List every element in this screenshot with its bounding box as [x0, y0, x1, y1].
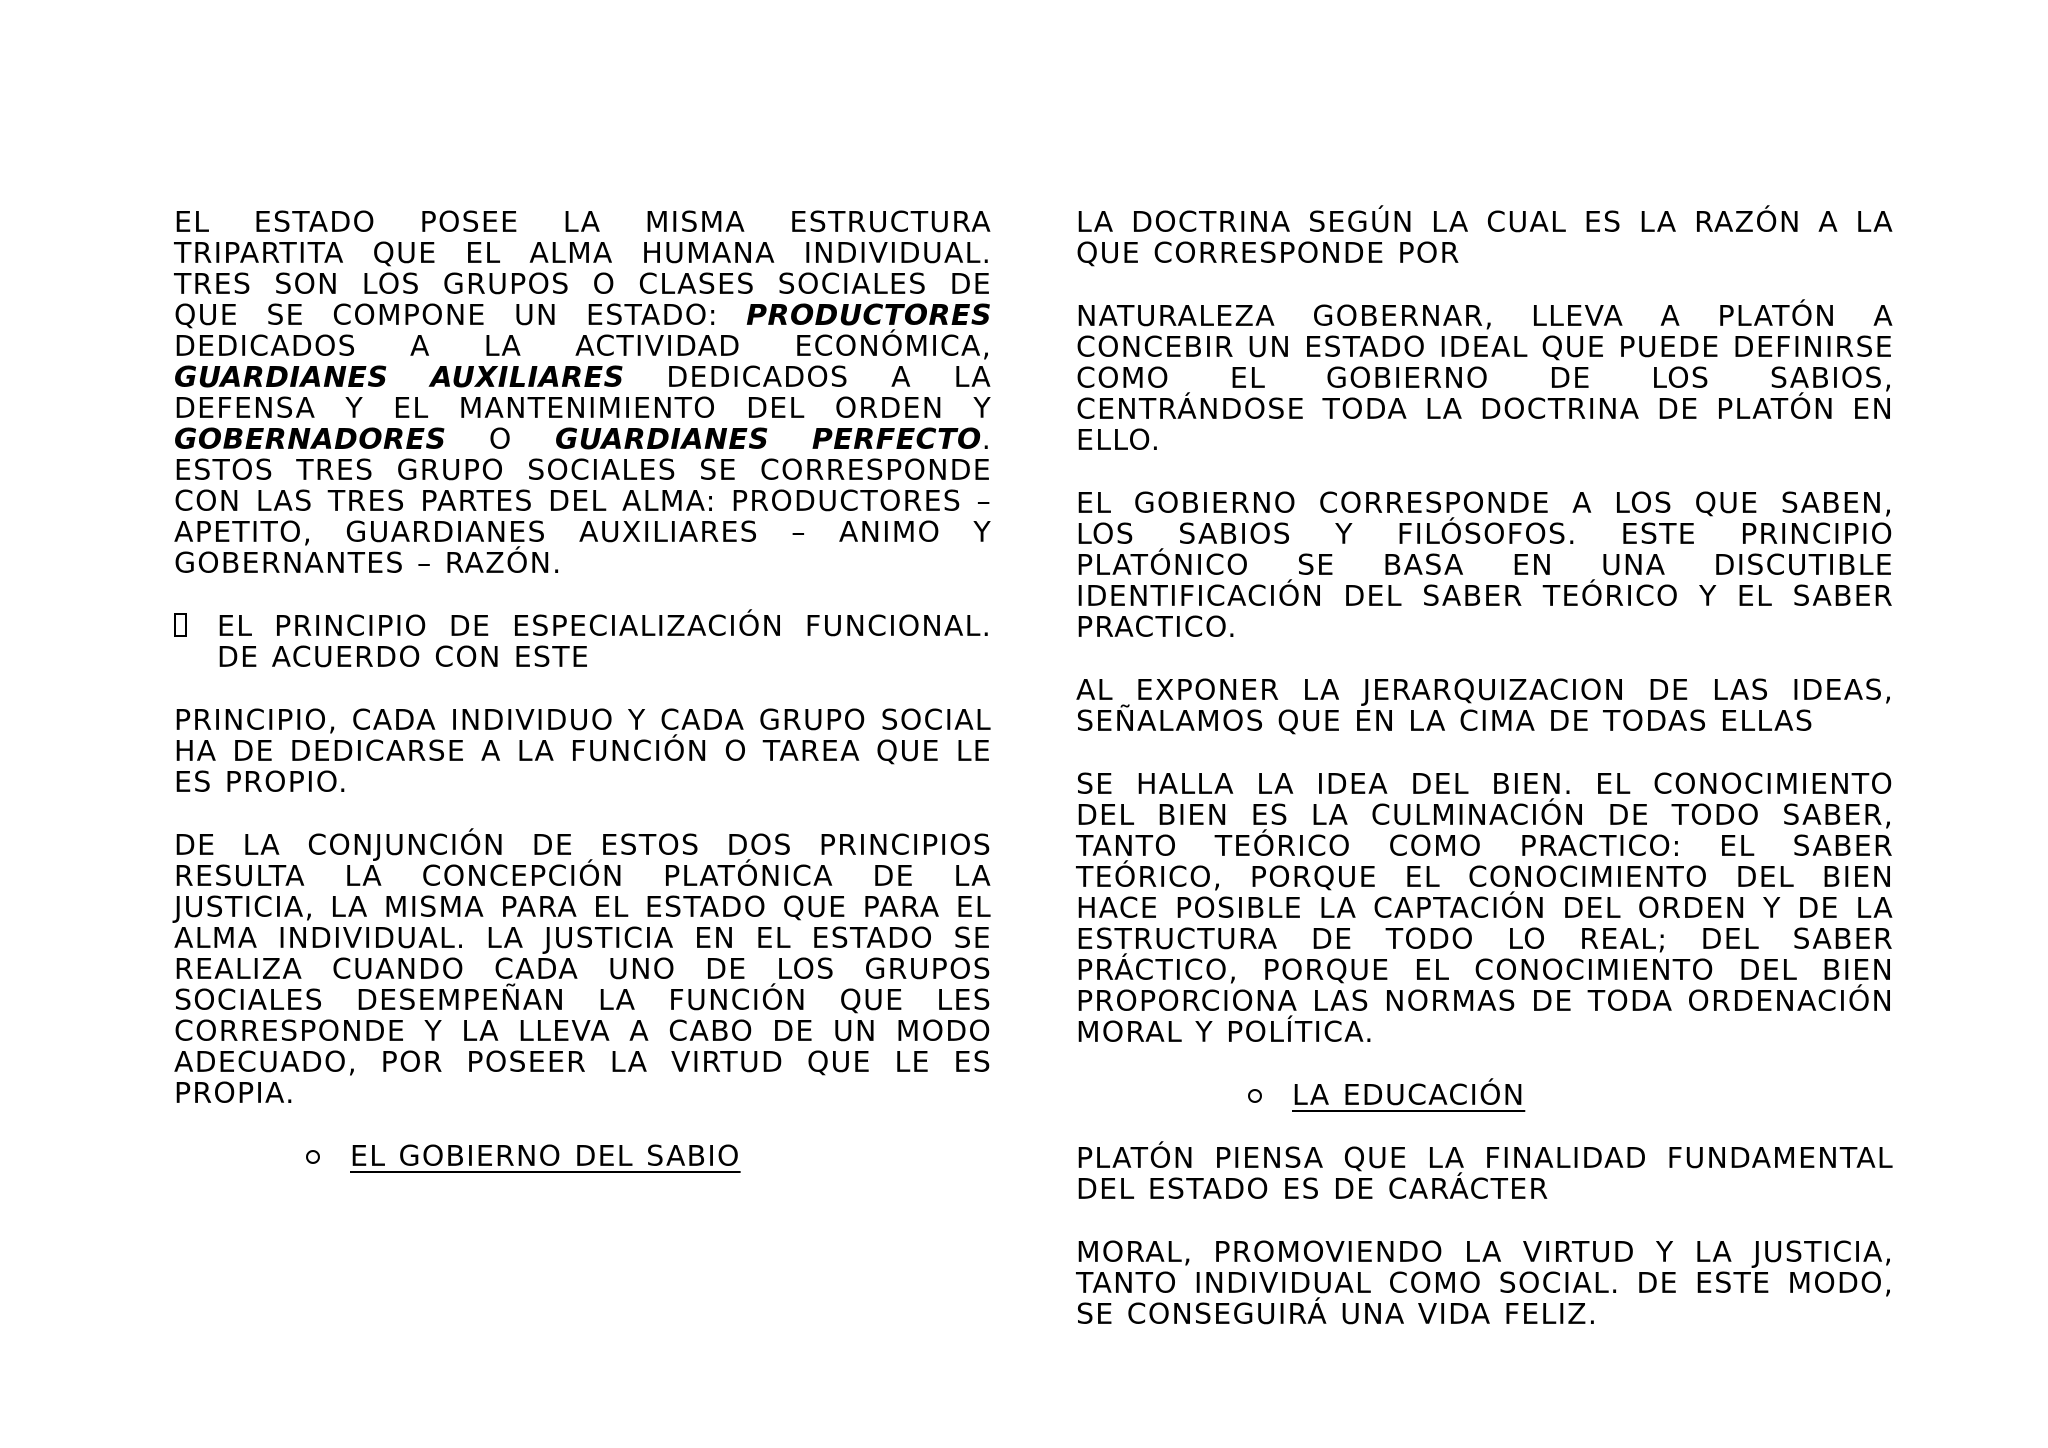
bold-term-guardianes-perfecto: GUARDIANES PERFECTO	[554, 423, 982, 456]
paragraph-estado-ideal: NATURALEZA GOBERNAR, LLEVA A PLATÓN A CONCEBIR UN ESTADO IDEAL QUE PUEDE DEFINIRSE COMO EL GOBIERNO DE LOS SABIOS, CENTRÁNDOSE TODA LA DOCTRINA DE PLATÓN EN ELLO.	[1076, 300, 1894, 457]
heading-gobierno-sabio	[174, 1141, 992, 1172]
text-segment: DEDICADOS A LA ACTIVIDAD ECONÓMICA,	[174, 330, 992, 363]
heading-educacion	[1076, 1080, 1894, 1111]
bold-term-gobernadores: GOBERNADORES	[174, 423, 447, 456]
circle-bullet-icon	[306, 1150, 320, 1164]
paragraph-idea-bien: SE HALLA LA IDEA DEL BIEN. EL CONOCIMIENTO DEL BIEN ES LA CULMINACIÓN DE TODO SABER, TANTO TEÓRICO COMO PRACTICO: EL SABER TEÓRICO, PORQUE EL CONOCIMIENTO DEL BIEN HACE POSIBLE LA CAPTACIÓN DEL ORDEN Y DE LA ESTRUCTURA DE TODO LO REAL; DEL SABER PRÁCTICO, PORQUE EL CONOCIMIENTO DEL BIEN PROPORCIONA LAS NORMAS DE TODA ORDENACIÓN MORAL Y POLÍTICA.	[1076, 768, 1894, 1049]
heading-text: LA EDUCACIÓN	[1292, 1079, 1526, 1112]
paragraph-jerarquizacion: AL EXPONER LA JERARQUIZACION DE LAS IDEAS, SEÑALAMOS QUE EN LA CIMA DE TODAS ELLAS	[1076, 674, 1894, 738]
paragraph-vida-feliz: MORAL, PROMOVIENDO LA VIRTUD Y LA JUSTICIA, TANTO INDIVIDUAL COMO SOCIAL. DE ESTE MODO, SE CONSEGUIRÁ UNA VIDA FELIZ.	[1076, 1236, 1894, 1331]
square-bullet-icon	[174, 613, 187, 637]
paragraph-gobierno-sabios: EL GOBIERNO CORRESPONDE A LOS QUE SABEN, LOS SABIOS Y FILÓSOFOS. ESTE PRINCIPIO PLATÓNICO SE BASA EN UNA DISCUTIBLE IDENTIFICACIÓN DEL SABER TEÓRICO Y EL SABER PRACTICO.	[1076, 487, 1894, 644]
text-segment: O	[446, 423, 555, 456]
paragraph-finalidad-estado: PLATÓN PIENSA QUE LA FINALIDAD FUNDAMENTAL DEL ESTADO ES DE CARÁCTER	[1076, 1142, 1894, 1206]
text-segment: . ESTOS TRES GRUPO SOCIALES SE CORRESPONDE CON LAS TRES PARTES DEL ALMA: PRODUCTORES – APETITO, GUARDIANES AUXILIARES – ANIMO Y GOBERNANTES – RAZÓN.	[174, 423, 993, 580]
paragraph-principio-especializacion: EL PRINCIPIO DE ESPECIALIZACIÓN FUNCIONAL. DE ACUERDO CON ESTE	[217, 610, 992, 674]
bold-term-guardianes-auxiliares: GUARDIANES AUXILIARES	[174, 361, 625, 394]
heading-text: EL GOBIERNO DEL SABIO	[350, 1140, 741, 1173]
paragraph-principio-funcion: PRINCIPIO, CADA INDIVIDUO Y CADA GRUPO SOCIAL HA DE DEDICARSE A LA FUNCIÓN O TAREA QUE LE ES PROPIO.	[174, 704, 992, 799]
text-segment: DEDICADOS A LA DEFENSA Y EL MANTENIMIENTO DEL ORDEN Y	[174, 361, 992, 425]
paragraph-estado-tripartito	[174, 207, 992, 579]
bold-term-productores: PRODUCTORES	[746, 299, 992, 332]
right-column	[1076, 207, 1894, 1362]
left-column	[174, 207, 992, 1204]
circle-bullet-icon	[1248, 1089, 1262, 1103]
paragraph-justicia: DE LA CONJUNCIÓN DE ESTOS DOS PRINCIPIOS RESULTA LA CONCEPCIÓN PLATÓNICA DE LA JUSTICIA, LA MISMA PARA EL ESTADO QUE PARA EL ALMA INDIVIDUAL. LA JUSTICIA EN EL ESTADO SE REALIZA CUANDO CADA UNO DE LOS GRUPOS SOCIALES DESEMPEÑAN LA FUNCIÓN QUE LES CORRESPONDE Y LA LLEVA A CABO DE UN MODO ADECUADO, POR POSEER LA VIRTUD QUE LE ES PROPIA.	[174, 829, 992, 1110]
text-segment: EL ESTADO POSEE LA MISMA ESTRUCTURA TRIPARTITA QUE EL ALMA HUMANA INDIVIDUAL. TRES SON LOS GRUPOS O CLASES SOCIALES DE QUE SE COMPONE UN ESTADO:	[174, 206, 992, 332]
paragraph-doctrina-razon: LA DOCTRINA SEGÚN LA CUAL ES LA RAZÓN A LA QUE CORRESPONDE POR	[1076, 206, 1894, 270]
bullet-especializacion	[174, 611, 992, 673]
